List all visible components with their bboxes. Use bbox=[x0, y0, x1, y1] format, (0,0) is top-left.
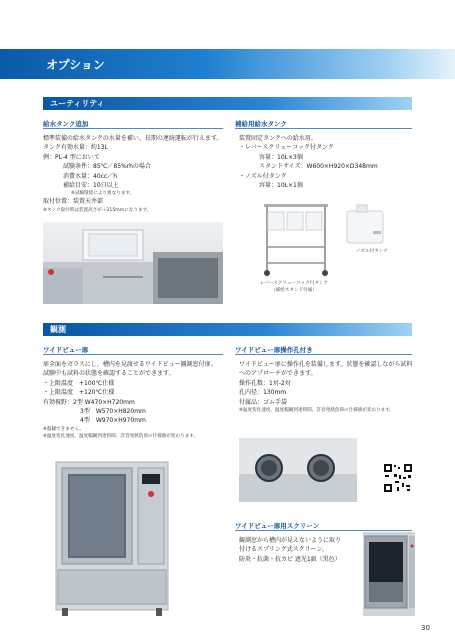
text-line: 例：PL-4 型において bbox=[43, 153, 100, 161]
note-line: ※タンク取付時は装置高さが＋215mmになります。 bbox=[43, 207, 152, 213]
text-line: 扉全面をガラスにし、槽内を見渡せるワイドビュー観測窓付扉。 bbox=[43, 361, 217, 368]
wide-view-port-text bbox=[239, 360, 414, 414]
text-line: 4型 W970×H970mm bbox=[80, 417, 146, 425]
text-line: 容量：10L×1個 bbox=[259, 182, 303, 190]
water-tank-text bbox=[43, 134, 228, 214]
subheading-wide-view-port bbox=[235, 344, 412, 355]
page-number: 30 bbox=[421, 624, 430, 632]
text-line: ワイドビュー扉に操作孔を装備します。状態を確認しながら試料 bbox=[239, 361, 413, 368]
wide-view-heading: ワイドビュー扉 bbox=[43, 346, 89, 354]
text-line: 取付位置：装置天井部 bbox=[43, 198, 104, 206]
text-line: 消費水量：40cc／h bbox=[63, 172, 118, 180]
wide-view-port-photo bbox=[239, 438, 357, 502]
note-line: ※温度変化速度、温度幅観到達時間、許容発熱負荷の仕様値が変わります。 bbox=[43, 433, 199, 439]
aux-tank-text bbox=[239, 134, 411, 190]
text-line: 孔内径：130mm bbox=[239, 389, 287, 397]
text-line: 装置固定タンクへの給水用。 bbox=[239, 135, 317, 142]
text-line: タンク有効水量：約13L bbox=[43, 144, 108, 152]
screen-heading: ワイドビュー扉用スクリーン bbox=[235, 522, 320, 530]
text-line: スタンドサイズ：W600×H920×D348mm bbox=[259, 163, 378, 171]
glove-port-illustration bbox=[239, 438, 357, 502]
text-line: 3型 W570×H820mm bbox=[80, 408, 146, 416]
text-line: へのアプローチができます。 bbox=[239, 370, 317, 378]
text-line: 標準装備の給水タンクの水量を補い、長期の連続運転が行えます。 bbox=[43, 135, 223, 142]
screen-chamber-illustration bbox=[363, 532, 415, 616]
text-line: 防炎・抗菌・抗カビ 遮光1級（黒色） bbox=[239, 555, 341, 563]
aux-tank-heading: 補給用給水タンク bbox=[235, 120, 287, 128]
screen-text bbox=[239, 536, 359, 564]
screen-photo bbox=[363, 532, 415, 616]
text-line: 操作孔数：1対-2対 bbox=[239, 379, 291, 387]
water-tank-photo bbox=[43, 222, 223, 304]
note-line: ※盤観できません。 bbox=[43, 426, 84, 432]
section-title-observation: 観測 bbox=[50, 325, 66, 334]
text-line: W470×H720mm bbox=[84, 398, 135, 406]
wide-view-text bbox=[43, 360, 229, 440]
text-line: 観測窓から槽内が見えないように取り bbox=[239, 537, 342, 544]
subheading-aux-tank bbox=[235, 118, 412, 129]
page-title-band bbox=[0, 49, 455, 79]
text-line: ・レバースクリューコック付タンク bbox=[239, 144, 334, 152]
lever-tank-stand-photo bbox=[260, 200, 332, 278]
lever-tank-caption-2: （補給スタンド付属） bbox=[271, 288, 317, 293]
qr-code-icon bbox=[383, 463, 413, 493]
chamber-with-tank-illustration bbox=[43, 222, 223, 304]
subheading-wide-view bbox=[43, 344, 223, 355]
text-line: 試験中も試料の状態を確認することができます。 bbox=[43, 370, 175, 378]
text-line: ・上限温度 +100℃仕様 bbox=[43, 379, 115, 387]
text-line: 付けるスプリング式スクリーン。 bbox=[239, 546, 329, 554]
text-line: ・ノズル付タンク bbox=[239, 172, 287, 180]
text-line: 試験条件：85℃／85%rhの場合 bbox=[63, 163, 151, 171]
qr-code bbox=[383, 463, 413, 493]
note-line: ※試験環境により異なります。 bbox=[71, 191, 135, 197]
chamber-illustration bbox=[50, 458, 174, 618]
section-bar-observation bbox=[43, 323, 412, 336]
section-bar-utility bbox=[43, 97, 412, 110]
nozzle-tank-caption: ノズル付タンク bbox=[356, 249, 388, 254]
page-title: オプション bbox=[46, 58, 105, 72]
subheading-water-tank bbox=[43, 118, 223, 129]
text-line: ・上限温度 +120℃仕様 bbox=[43, 389, 115, 397]
text-line: 容量：10L×3個 bbox=[259, 153, 303, 161]
nozzle-tank-photo bbox=[343, 201, 387, 246]
text-line: 付属品：ゴム手袋 bbox=[239, 398, 288, 406]
water-tank-heading: 給水タンク追加 bbox=[43, 120, 89, 128]
wide-view-chamber-photo bbox=[50, 458, 174, 618]
lever-tank-caption-1: レバースクリューコック付タンク bbox=[259, 281, 329, 286]
text-line: 補給目安：10日以上 bbox=[63, 182, 119, 190]
subheading-screen bbox=[235, 520, 412, 531]
wide-view-port-heading: ワイドビュー扉操作孔付き bbox=[235, 346, 313, 354]
tank-stand-illustration bbox=[260, 200, 332, 278]
text-line: 有効視野：2型 bbox=[43, 398, 83, 406]
note-line: ※温度変化速度、温度幅観到達時間、許容発熱負荷の仕様値が変わります。 bbox=[239, 408, 395, 414]
section-title-utility: ユーティリティ bbox=[50, 99, 105, 108]
nozzle-tank-illustration bbox=[343, 201, 387, 246]
